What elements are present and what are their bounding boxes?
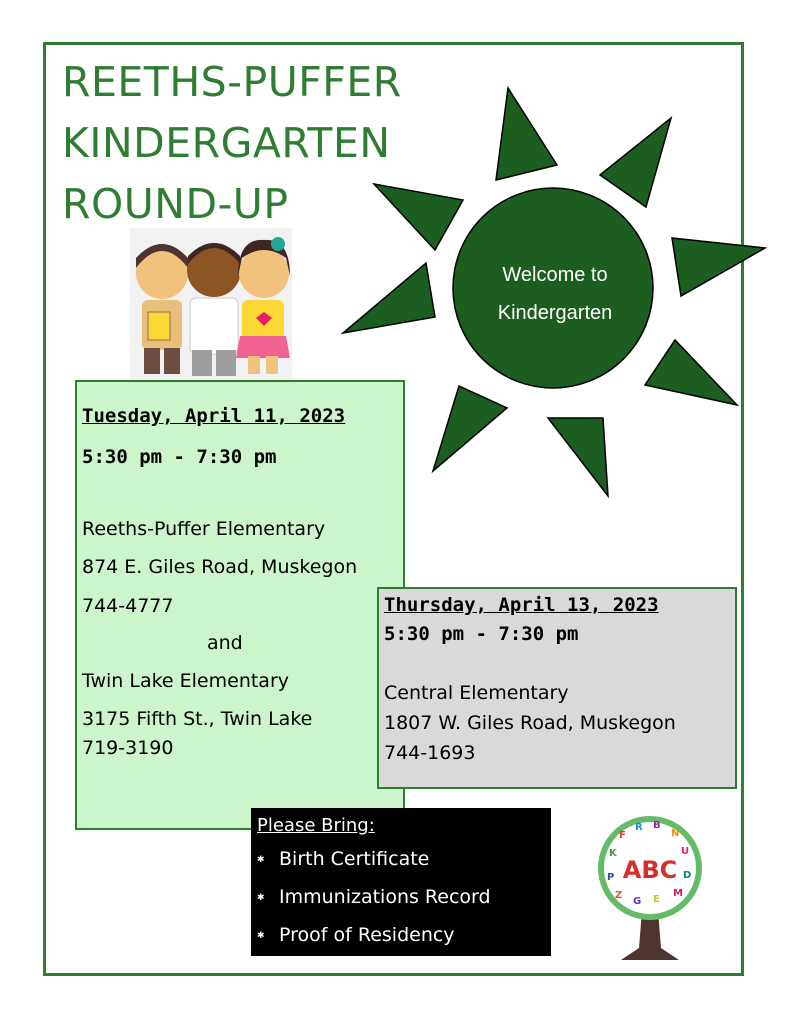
thursday-phone: 744-1693 [384,742,476,764]
bring-item-label: Immunizations Record [279,886,491,908]
svg-text:B: B [653,820,661,831]
bring-item [257,924,455,946]
tuesday-school-2: Twin Lake Elementary [82,670,290,692]
sun-ray [433,386,507,471]
svg-text:U: U [681,846,690,857]
tuesday-school-1: Reeths-Puffer Elementary [82,518,326,540]
title-line-2: KINDERGARTEN [62,119,391,167]
svg-text:E: E [653,894,660,905]
sun-ray [343,263,435,333]
bring-item [257,886,491,908]
tuesday-address-2: 3175 Fifth St., Twin Lake [82,708,313,730]
kids-clipart [130,228,292,380]
sun-ray [600,118,671,207]
asterisk-bullet-icon: ✱ [257,930,265,941]
sun-ray [496,88,557,180]
sun-ray [645,340,737,405]
svg-text:P: P [607,872,615,883]
thursday-address: 1807 W. Giles Road, Muskegon [384,712,676,734]
sun-ray [672,238,765,296]
svg-text:F: F [619,830,626,841]
svg-text:N: N [671,828,680,839]
tuesday-date: Tuesday, April 11, 2023 [82,405,346,427]
welcome-line-1: Welcome to [502,264,608,286]
svg-text:M: M [673,888,683,899]
svg-text:R: R [635,822,643,833]
abc-tree-icon [585,808,715,963]
please-bring-box [251,808,551,956]
title-line-1: REETHS-PUFFER [62,58,402,106]
tuesday-address-1: 874 E. Giles Road, Muskegon [82,556,358,578]
tuesday-phone-2: 719-3190 [82,737,174,759]
thursday-date: Thursday, April 13, 2023 [384,594,659,616]
svg-text:Z: Z [615,890,623,901]
sun-ray [374,184,463,250]
title-line-3: ROUND-UP [62,180,289,228]
thursday-school: Central Elementary [384,682,569,704]
tuesday-and: and [207,632,243,654]
welcome-line-2: Kindergarten [497,302,613,324]
asterisk-bullet-icon: ✱ [257,892,265,903]
tuesday-time: 5:30 pm - 7:30 pm [82,446,277,468]
tuesday-phone-1: 744-4777 [82,595,174,617]
sun-welcome-text [455,256,655,332]
bring-item-label: Birth Certificate [279,848,430,870]
please-bring-heading: Please Bring: [257,815,375,836]
svg-text:D: D [683,870,692,881]
bring-item [257,848,429,870]
tree-abc-label: ABC [622,856,678,884]
sun-ray [548,418,608,496]
asterisk-bullet-icon: ✱ [257,854,265,865]
thursday-time: 5:30 pm - 7:30 pm [384,623,579,645]
bring-item-label: Proof of Residency [279,924,455,946]
svg-text:K: K [609,848,617,859]
svg-text:G: G [633,896,642,907]
